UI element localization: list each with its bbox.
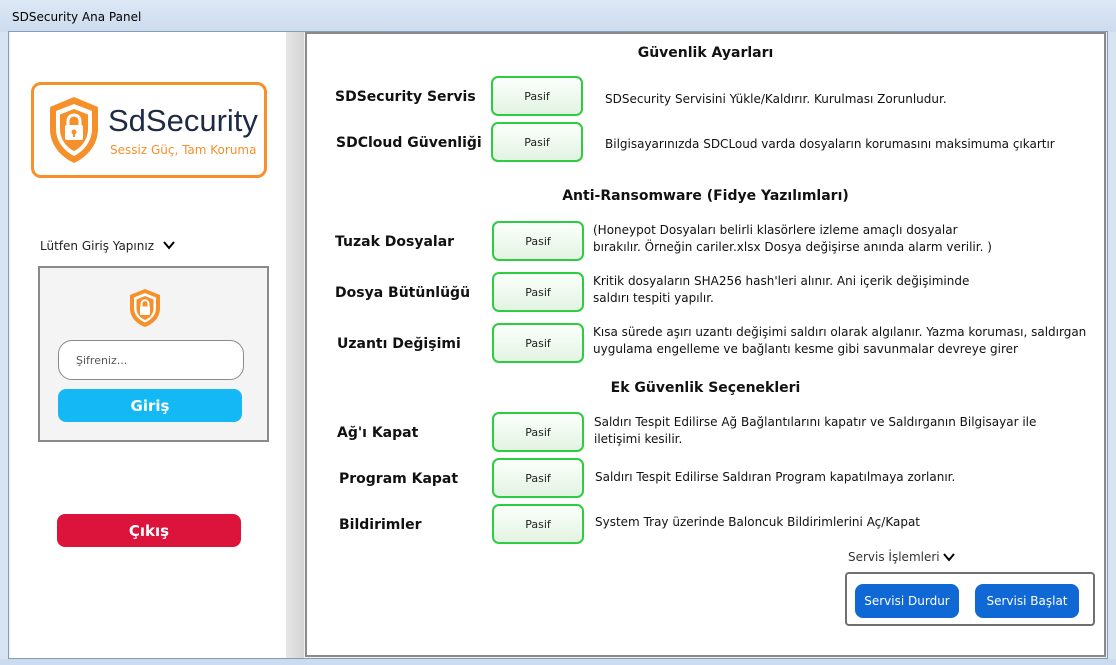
- row-label-integrity: Dosya Bütünlüğü: [335, 285, 471, 301]
- sidebar: [10, 32, 286, 658]
- toggle-honeypot[interactable]: Pasif: [492, 221, 584, 261]
- service-ops-panel: [845, 572, 1095, 626]
- exit-button[interactable]: Çıkış: [57, 514, 241, 547]
- toggle-extension[interactable]: Pasif: [492, 323, 584, 363]
- chevron-down-icon[interactable]: [162, 238, 176, 252]
- toggle-service[interactable]: Pasif: [491, 76, 583, 116]
- settings-panel: [305, 32, 1106, 657]
- row-label-network: Ağ'ı Kapat: [337, 425, 419, 441]
- desc-program: Saldırı Tespit Edilirse Saldıran Program kapatılmaya zorlanır.: [595, 470, 956, 484]
- login-prompt: Lütfen Giriş Yapınız: [40, 239, 154, 253]
- row-label-cloud: SDCloud Güvenliği: [336, 135, 482, 151]
- desc-notifications: System Tray üzerinde Baloncuk Bildirimlerini Aç/Kapat: [595, 515, 921, 529]
- shield-lock-icon: [128, 288, 162, 328]
- row-label-program: Program Kapat: [339, 471, 459, 487]
- toggle-notifications[interactable]: Pasif: [492, 504, 584, 544]
- login-panel: [38, 266, 269, 442]
- desc-network-line1: Saldırı Tespit Edilirse Ağ Bağlantılarını kapatır ve Saldırganın Bilgisayar ile: [594, 415, 1037, 429]
- stop-service-button[interactable]: Servisi Durdur: [855, 584, 959, 618]
- toggle-cloud[interactable]: Pasif: [491, 122, 583, 162]
- title-bar: [0, 0, 1116, 32]
- desc-extension-line2: uygulama engelleme ve bağlantı kesme gibi savunmalar devreye girer: [593, 342, 1018, 356]
- desc-network-line2: iletişimi kesilir.: [594, 432, 683, 446]
- password-input[interactable]: [58, 340, 244, 380]
- desc-service: SDSecurity Servisini Yükle/Kaldırır. Kurulması Zorunludur.: [605, 92, 947, 106]
- service-ops-label: Servis İşlemleri: [848, 550, 940, 564]
- logo-tagline: Sessiz Güç, Tam Koruma: [110, 143, 257, 157]
- row-label-honeypot: Tuzak Dosyalar: [335, 234, 455, 250]
- row-label-notifications: Bildirimler: [339, 517, 422, 533]
- section-title-security: Güvenlik Ayarları: [637, 45, 774, 61]
- chevron-down-icon[interactable]: [942, 550, 956, 564]
- desc-extension-line1: Kısa sürede aşırı uzantı değişimi saldırı olarak algılanır. Yazma koruması, saldırgan: [593, 325, 1087, 339]
- desc-cloud: Bilgisayarınızda SDCLoud varda dosyaların korumasını maksimuma çıkartır: [605, 137, 1055, 151]
- logo-name: SdSecurity: [108, 103, 258, 138]
- window-title: SDSecurity Ana Panel: [12, 10, 142, 24]
- desc-honeypot-line2: bırakılır. Örneğin cariler.xlsx Dosya değişirse anında alarm verilir. ): [593, 240, 992, 254]
- row-label-service: SDSecurity Servis: [335, 89, 476, 105]
- section-title-ransomware: Anti-Ransomware (Fidye Yazılımları): [562, 188, 849, 204]
- desc-integrity-line2: saldırı tespiti yapılır.: [593, 291, 714, 305]
- toggle-program[interactable]: Pasif: [492, 458, 584, 498]
- splitter[interactable]: [286, 32, 304, 658]
- toggle-integrity[interactable]: Pasif: [492, 272, 584, 312]
- toggle-network[interactable]: Pasif: [492, 412, 584, 452]
- row-label-extension: Uzantı Değişimi: [337, 336, 461, 352]
- desc-integrity-line1: Kritik dosyaların SHA256 hash'leri alınır. Ani içerik değişiminde: [593, 274, 970, 288]
- brand-logo: [31, 82, 267, 178]
- section-title-extra: Ek Güvenlik Seçenekleri: [610, 380, 801, 396]
- shield-lock-icon: [46, 95, 102, 165]
- window-bottom-border: [0, 659, 1116, 665]
- desc-honeypot-line1: (Honeypot Dosyaları belirli klasörlere izleme amaçlı dosyalar: [593, 223, 958, 237]
- login-button[interactable]: Giriş: [58, 389, 242, 422]
- start-service-button[interactable]: Servisi Başlat: [975, 584, 1079, 618]
